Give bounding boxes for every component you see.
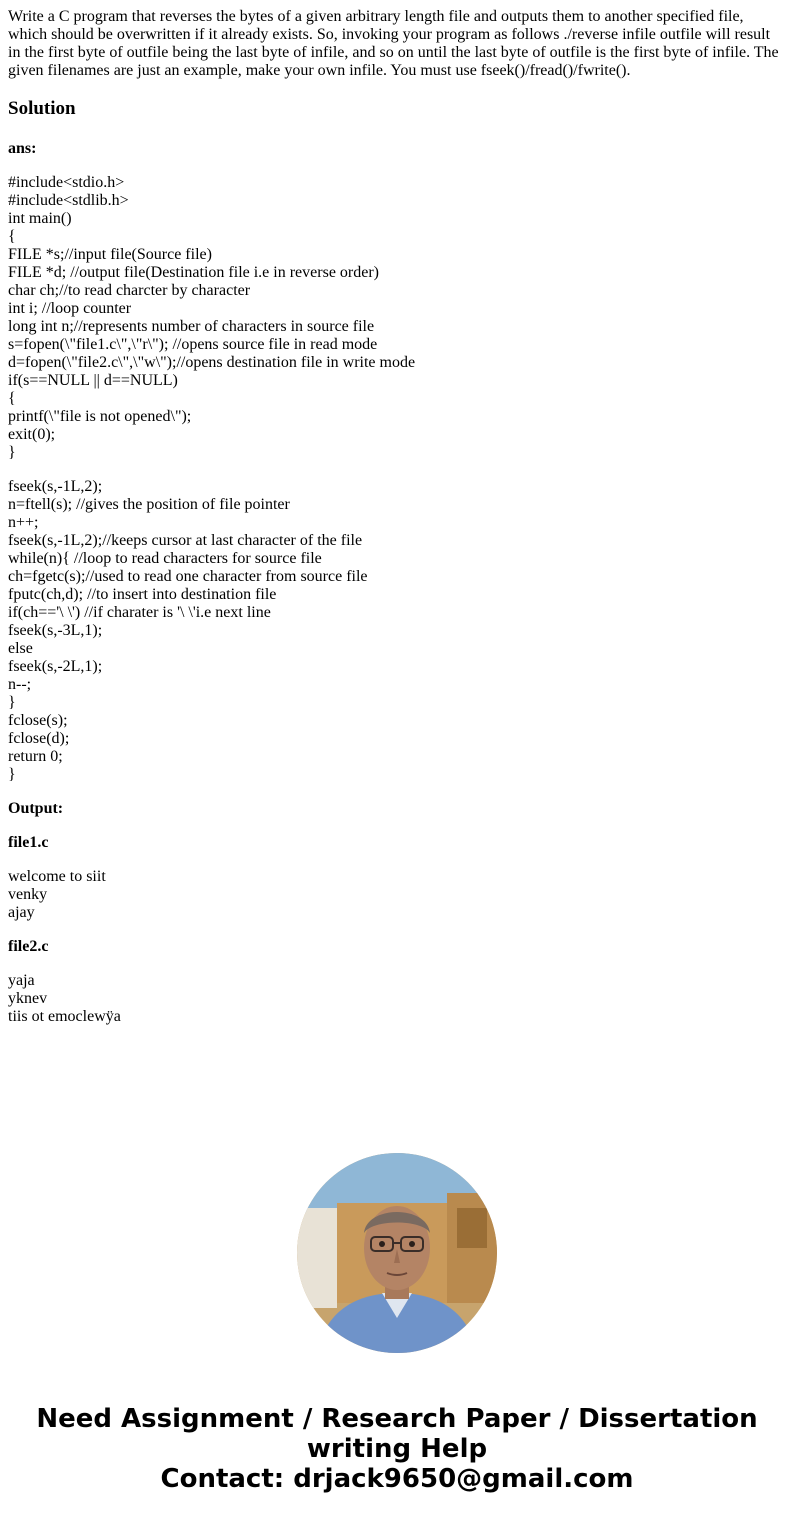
file1-line: welcome to siit: [8, 868, 106, 885]
code-line: }: [8, 694, 16, 711]
file1-line: venky: [8, 886, 48, 903]
footer-line-2: writing Help: [306, 1434, 488, 1464]
code-line: printf(\"file is not opened\");: [8, 408, 192, 425]
file2-line: yknev: [8, 990, 48, 1007]
code-line: fclose(s);: [8, 712, 68, 729]
code-line: }: [8, 766, 16, 783]
file2-line: yaja: [8, 972, 35, 989]
author-portrait-image: [297, 1153, 497, 1353]
footer-contact: Contact: drjack9650@gmail.com: [160, 1464, 634, 1494]
code-line: #include<stdlib.h>: [8, 192, 129, 209]
file2-line: tiis ot emoclewÿa: [8, 1008, 121, 1025]
code-part-2: [8, 478, 786, 784]
code-line: exit(0);: [8, 426, 56, 443]
footer-line-1: Need Assignment / Research Paper / Dissertation: [36, 1404, 758, 1434]
code-line: n=ftell(s); //gives the position of file pointer: [8, 496, 290, 513]
code-line: ch=fgetc(s);//used to read one character from source file: [8, 568, 368, 585]
question-text: Write a C program that reverses the bytes of a given arbitrary length file and outputs them to another specified file, which should be overwritten if it already exists. So, invoking your program as follows ./reverse infile outfile will result in the first byte of outfile being the last byte of infile, and so on until the last byte of outfile is the first byte of infile. The given filenames are just an example, make your own infile. You must use fseek()/fread()/fwrite().: [8, 8, 779, 79]
author-avatar: [297, 1153, 497, 1353]
code-line: int i; //loop counter: [8, 300, 132, 317]
code-line: #include<stdio.h>: [8, 174, 125, 191]
code-line: return 0;: [8, 748, 63, 765]
file2-content: [8, 972, 786, 1026]
code-part-1: [8, 174, 786, 462]
code-line: int main(): [8, 210, 72, 227]
code-line: n++;: [8, 514, 39, 531]
file1-content: [8, 868, 786, 922]
code-line: else: [8, 640, 33, 657]
code-line: s=fopen(\"file1.c\",\"r\"); //opens source file in read mode: [8, 336, 378, 353]
code-line: FILE *d; //output file(Destination file i.e in reverse order): [8, 264, 379, 281]
code-line: fseek(s,-2L,1);: [8, 658, 103, 675]
code-line: fputc(ch,d); //to insert into destination file: [8, 586, 277, 603]
solution-heading: Solution: [8, 98, 76, 119]
code-line: {: [8, 390, 16, 407]
code-line: fclose(d);: [8, 730, 70, 747]
code-gap: [8, 462, 786, 478]
file1-line: ajay: [8, 904, 35, 921]
code-line: long int n;//represents number of characters in source file: [8, 318, 375, 335]
file2-label: file2.c: [8, 938, 49, 955]
file1-label: file1.c: [8, 834, 49, 851]
code-line: if(ch=='\ \') //if charater is '\ \'i.e next line: [8, 604, 271, 621]
code-line: }: [8, 444, 16, 461]
footer-banner: [0, 1404, 794, 1494]
code-line: n--;: [8, 676, 32, 693]
code-line: fseek(s,-3L,1);: [8, 622, 103, 639]
code-line: fseek(s,-1L,2);: [8, 478, 103, 495]
output-label: Output:: [8, 800, 64, 817]
code-line: {: [8, 228, 16, 245]
code-line: fseek(s,-1L,2);//keeps cursor at last character of the file: [8, 532, 363, 549]
code-line: if(s==NULL || d==NULL): [8, 372, 178, 389]
answer-label: ans:: [8, 140, 37, 157]
code-block: [8, 174, 786, 784]
code-line: d=fopen(\"file2.c\",\"w\");//opens destination file in write mode: [8, 354, 416, 371]
code-line: while(n){ //loop to read characters for source file: [8, 550, 322, 567]
code-line: FILE *s;//input file(Source file): [8, 246, 212, 263]
code-line: char ch;//to read charcter by character: [8, 282, 251, 299]
